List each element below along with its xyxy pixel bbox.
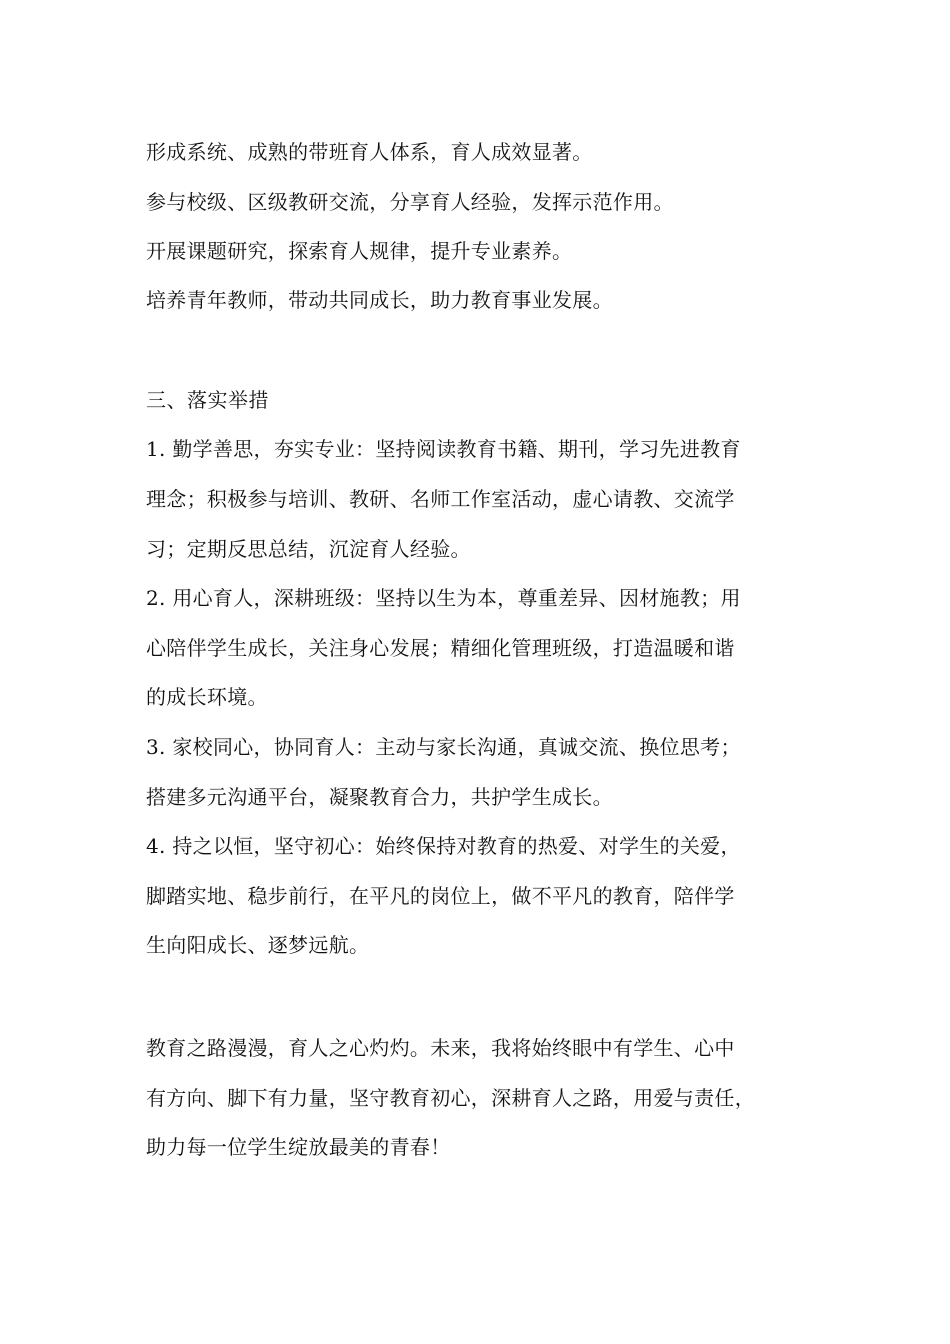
measure-line: 4. 持之以恒，坚守初心：始终保持对教育的热爱、对学生的关爱， — [146, 834, 741, 858]
section-heading: 三、落实举措 — [146, 388, 269, 412]
measure-line: 的成长环境。 — [146, 685, 268, 709]
goal-line: 开展课题研究，探索育人规律，提升专业素养。 — [146, 239, 573, 263]
goal-line: 参与校级、区级教研交流，分享育人经验，发挥示范作用。 — [146, 190, 674, 214]
goal-line: 培养青年教师，带动共同成长，助力教育事业发展。 — [146, 288, 613, 312]
measure-line: 理念；积极参与培训、教研、名师工作室活动，虚心请教、交流学 — [146, 487, 735, 511]
measure-line: 3. 家校同心，协同育人：主动与家长沟通，真诚交流、换位思考； — [146, 735, 741, 759]
measure-line: 2. 用心育人，深耕班级：坚持以生为本，尊重差异、因材施教；用 — [146, 586, 741, 610]
measure-line: 生向阳成长、逐梦远航。 — [146, 933, 370, 957]
conclusion-line: 助力每一位学生绽放最美的青春！ — [146, 1135, 451, 1159]
conclusion-line: 教育之路漫漫，育人之心灼灼。未来，我将始终眼中有学生、心中 — [146, 1036, 735, 1060]
measure-line: 脚踏实地、稳步前行，在平凡的岗位上，做不平凡的教育，陪伴学 — [146, 884, 735, 908]
measure-line: 心陪伴学生成长，关注身心发展；精细化管理班级，打造温暖和谐 — [146, 636, 735, 660]
conclusion-line: 有方向、脚下有力量，坚守教育初心，深耕育人之路，用爱与责任， — [146, 1086, 755, 1110]
measure-line: 1. 勤学善思，夯实专业：坚持阅读教育书籍、期刊，学习先进教育 — [146, 437, 741, 461]
measure-line: 习；定期反思总结，沉淀育人经验。 — [146, 537, 471, 561]
goal-line: 形成系统、成熟的带班育人体系，育人成效显著。 — [146, 140, 593, 164]
measure-line: 搭建多元沟通平台，凝聚教育合力，共护学生成长。 — [146, 785, 613, 809]
